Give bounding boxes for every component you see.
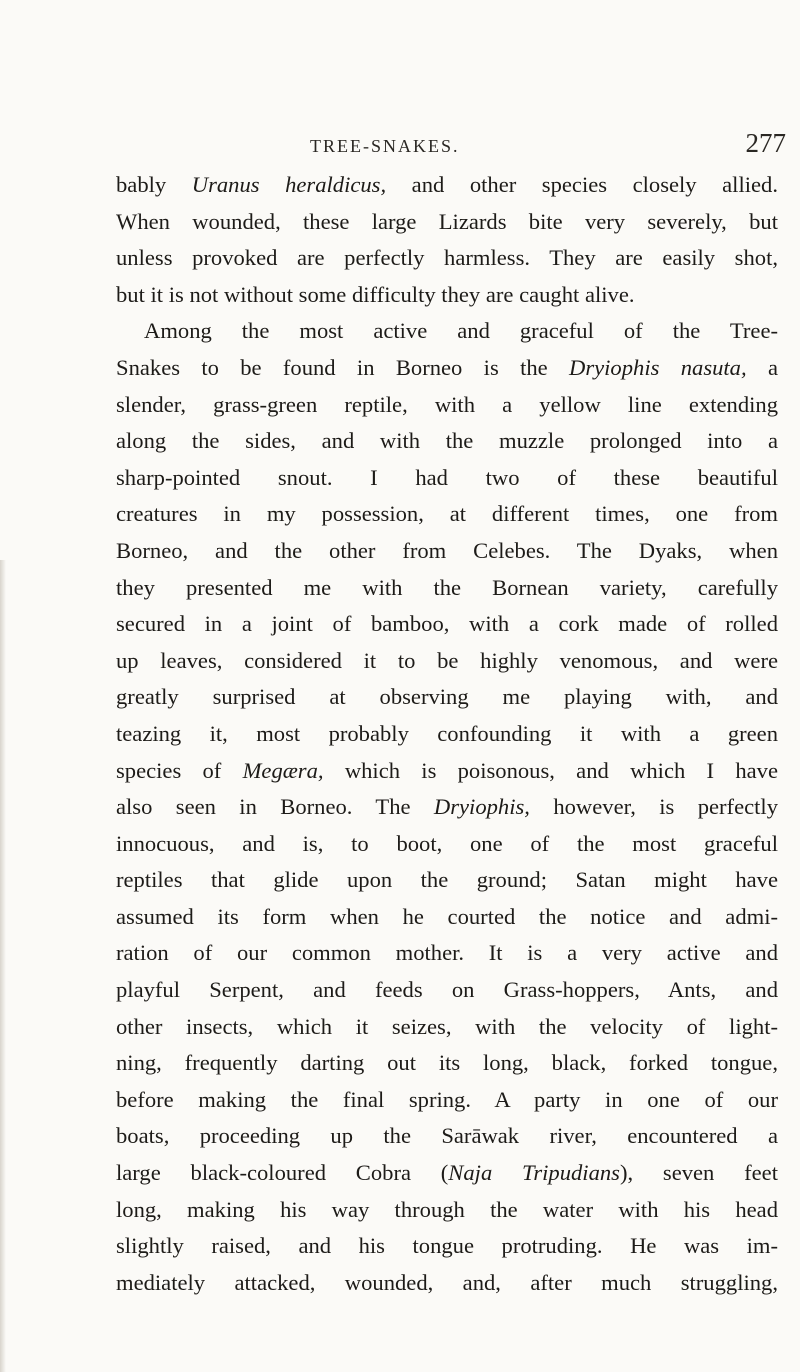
italic-term: Dryiophis nasuta, xyxy=(569,354,747,380)
text-line xyxy=(116,1228,778,1265)
text-segment: they presented me with the Bornean variety, carefully xyxy=(116,574,778,600)
text-line xyxy=(116,1118,778,1155)
text-line xyxy=(116,167,778,204)
text-segment: Among the most active and graceful of the Tree- xyxy=(144,318,778,344)
text-line xyxy=(116,496,778,533)
text-segment: a xyxy=(746,354,778,380)
text-segment: innocuous, and is, to boot, one of the most graceful xyxy=(116,830,778,856)
text-segment: before making the final spring. A party in one of our xyxy=(116,1086,778,1112)
text-line xyxy=(116,460,778,497)
text-segment: assumed its form when he courted the notice and admi- xyxy=(116,903,778,929)
text-line xyxy=(116,862,778,899)
text-segment: along the sides, and with the muzzle prolonged into a xyxy=(116,428,778,454)
text-line xyxy=(116,679,778,716)
text-segment: Borneo, and the other from Celebes. The Dyaks, when xyxy=(116,537,778,563)
text-line xyxy=(116,1082,778,1119)
text-line xyxy=(116,533,778,570)
text-line xyxy=(116,240,778,277)
text-segment: ), seven feet xyxy=(619,1160,778,1186)
page-header xyxy=(160,128,786,168)
text-segment: also seen in Borneo. The xyxy=(116,794,434,820)
text-line xyxy=(116,935,778,972)
italic-term: Naja Tripudians xyxy=(448,1160,620,1186)
text-segment: mediately attacked, wounded, and, after much struggling, xyxy=(116,1269,778,1295)
text-line xyxy=(116,899,778,936)
text-segment: bably xyxy=(116,172,192,197)
text-segment: long, making his way through the water with his head xyxy=(116,1196,778,1222)
text-segment: other insects, which it seizes, with the velocity of light- xyxy=(116,1013,778,1039)
text-line xyxy=(116,643,778,680)
text-line xyxy=(116,1009,778,1046)
page-gutter-shadow xyxy=(0,560,6,1372)
text-segment: and other species closely allied. xyxy=(386,172,778,197)
text-line xyxy=(116,1192,778,1229)
italic-term: Dryiophis, xyxy=(433,794,530,820)
text-segment: boats, proceeding up the Sarāwak river, encountered a xyxy=(116,1123,778,1149)
text-segment: greatly surprised at observing me playing with, and xyxy=(116,684,778,710)
text-segment: however, is perfectly xyxy=(529,794,778,820)
text-segment: ration of our common mother. It is a very active and xyxy=(116,940,778,966)
text-segment: large black-coloured Cobra ( xyxy=(116,1160,449,1186)
text-segment: teazing it, most probably confounding it with a green xyxy=(116,720,778,746)
text-line xyxy=(116,1265,778,1302)
text-line xyxy=(116,716,778,753)
text-line xyxy=(116,1045,778,1082)
text-line xyxy=(116,313,778,350)
page-number: 277 xyxy=(745,128,786,158)
text-segment: secured in a joint of bamboo, with a cork made of rolled xyxy=(116,611,778,637)
text-segment: reptiles that glide upon the ground; Satan might have xyxy=(116,867,778,893)
text-segment: creatures in my possession, at different times, one from xyxy=(116,501,778,527)
text-segment: Snakes to be found in Borneo is the xyxy=(116,354,570,380)
italic-term: Megæra, xyxy=(242,757,324,783)
text-line xyxy=(116,350,778,387)
text-segment: up leaves, considered it to be highly venomous, and were xyxy=(116,647,778,673)
text-line xyxy=(116,570,778,607)
text-segment: slender, grass-green reptile, with a yellow line extending xyxy=(116,391,778,417)
italic-term: Uranus heraldicus, xyxy=(191,172,387,197)
text-line xyxy=(116,753,778,790)
text-line xyxy=(116,972,778,1009)
body-text xyxy=(116,167,778,1301)
text-segment: sharp-pointed snout. I had two of these beautiful xyxy=(116,464,778,490)
text-line xyxy=(116,789,778,826)
text-segment: but it is not without some difficulty they are caught alive. xyxy=(116,281,635,307)
text-segment: species of xyxy=(116,757,243,783)
text-line xyxy=(116,423,778,460)
text-line xyxy=(116,387,778,424)
text-line xyxy=(116,826,778,863)
text-segment: ning, frequently darting out its long, black, forked tongue, xyxy=(116,1050,778,1076)
text-segment: playful Serpent, and feeds on Grass-hoppers, Ants, and xyxy=(116,977,778,1003)
running-head: TREE-SNAKES. xyxy=(310,136,460,156)
text-line xyxy=(116,204,778,241)
text-segment: which is poisonous, and which I have xyxy=(323,757,778,783)
text-segment: slightly raised, and his tongue protruding. He was im- xyxy=(116,1233,778,1259)
text-line xyxy=(116,1155,778,1192)
text-line xyxy=(116,277,778,314)
text-line xyxy=(116,606,778,643)
text-segment: unless provoked are perfectly harmless. They are easily shot, xyxy=(116,245,778,271)
text-segment: When wounded, these large Lizards bite very severely, but xyxy=(116,208,778,234)
